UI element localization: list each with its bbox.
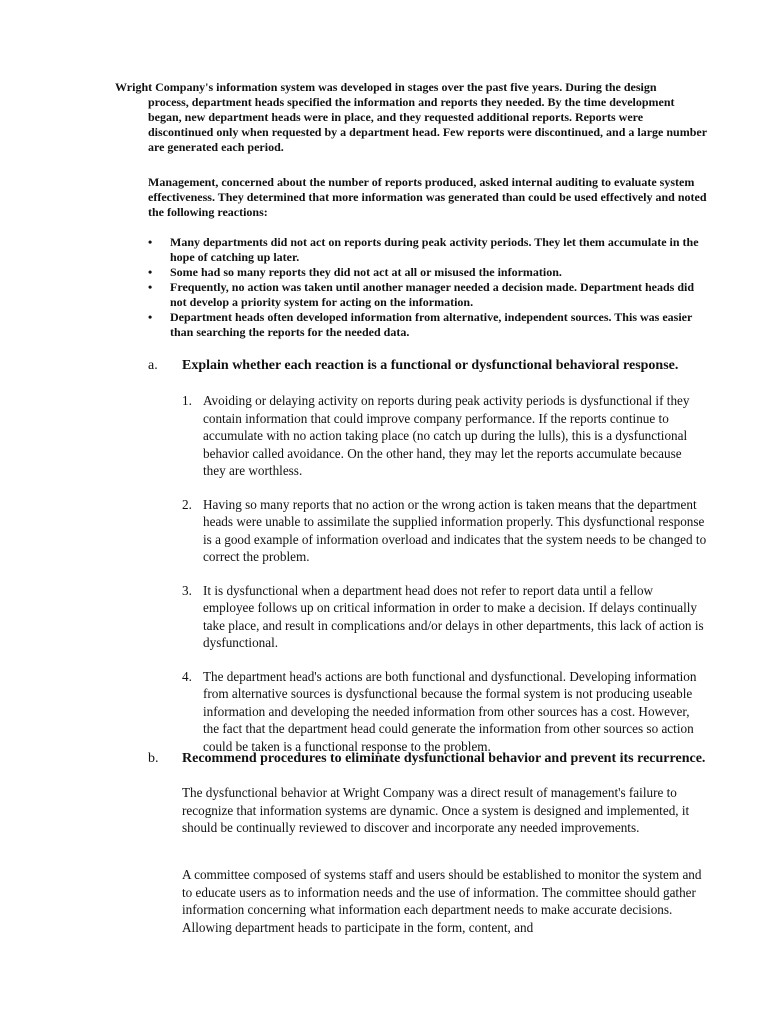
section-a-letter: a.: [148, 358, 158, 373]
management-paragraph: Management, concerned about the number of reports produced, asked internal auditing to evaluate system effectiveness. They determined that more information was generated than could be used effectively and noted the following reactions:: [148, 175, 707, 219]
section-b-letter: b.: [148, 751, 159, 766]
bullet-icon: •: [148, 280, 153, 294]
list-item-text: Department heads often developed information from alternative, independent sources. This was easier than searching the reports for the needed data.: [170, 310, 693, 339]
section-a-title: Explain whether each reaction is a functional or dysfunctional behavioral response.: [182, 358, 679, 373]
list-item-text: Frequently, no action was taken until another manager needed a decision made. Department heads did not develop a priority system for acting on the information.: [170, 280, 695, 309]
list-item: [182, 496, 707, 566]
list-item-text: Many departments did not act on reports during peak activity periods. They let them accumulate in the hope of catching up later.: [170, 235, 699, 264]
bullet-icon: •: [148, 235, 153, 249]
list-item: [148, 280, 708, 310]
section-b-title: Recommend procedures to eliminate dysfunctional behavior and prevent its recurrence.: [182, 751, 706, 766]
list-item: [182, 668, 707, 756]
answer-number: 1.: [182, 393, 192, 408]
intro-first-line: Wright Company's information system was developed in stages over the past five years. During the design: [115, 80, 657, 94]
list-item: [148, 265, 708, 280]
answer-text: The department head's actions are both functional and dysfunctional. Developing information from alternative sources is dysfunctional because the formal system is not producing useable information and developing the needed information from other sources has a cost. However, the fact that the department head could generate the information from other sources so action could be taken is a functional response to the problem.: [203, 668, 697, 754]
answer-text: Avoiding or delaying activity on reports during peak activity periods is dysfunctional if they contain information that could improve company performance. If the reports continue to accumulate with no action taking place (no catch up during the lulls), this is a dysfunctional behavior called avoidance. On the other hand, they may let the reports accumulate because they are worthless.: [203, 393, 690, 478]
answer-number: 2.: [182, 496, 192, 512]
intro-paragraph: process, department heads specified the information and reports they needed. By the time development began, new department heads were in place, and they requested additional reports. Reports were discontinued only when requested by a department head. Few reports were discontinued, and a large number are generated each period.: [148, 95, 707, 154]
answer-number: 4.: [182, 668, 192, 684]
answer-number: 3.: [182, 582, 192, 598]
section-b-paragraph: The dysfunctional behavior at Wright Company was a direct result of management's failure to recognize that information systems are dynamic. Once a system is designed and implemented, it should be continually reviewed to discover and incorporate any needed improvements.: [182, 785, 690, 835]
list-item-text: Some had so many reports they did not act at all or misused the information.: [170, 265, 562, 279]
bullet-icon: •: [148, 310, 153, 324]
list-item: [148, 235, 708, 265]
answer-text: Having so many reports that no action or the wrong action is taken means that the department heads were unable to assimilate the supplied information properly. This dysfunctional response is a good example of information overload and indicates that the system needs to be changed to correct the problem.: [203, 496, 707, 564]
list-item: [182, 392, 707, 480]
list-item: [182, 582, 707, 652]
answer-text: It is dysfunctional when a department head does not refer to report data until a fellow employee follows up on critical information in order to make a decision. If delays continually take place, and result in complications and/or delays in other departments, this lack of action is dysfunctional.: [203, 582, 704, 650]
bullet-icon: •: [148, 265, 153, 279]
section-b-paragraph: A committee composed of systems staff and users should be established to monitor the system and to educate users as to information needs and the use of information. The committee should gather information concerning what information each department needs to make accurate decisions. Allowing department heads to participate in the form, content, and: [182, 867, 702, 935]
list-item: [148, 310, 708, 340]
reactions-list: [148, 235, 708, 340]
section-a-answers: [182, 392, 707, 771]
